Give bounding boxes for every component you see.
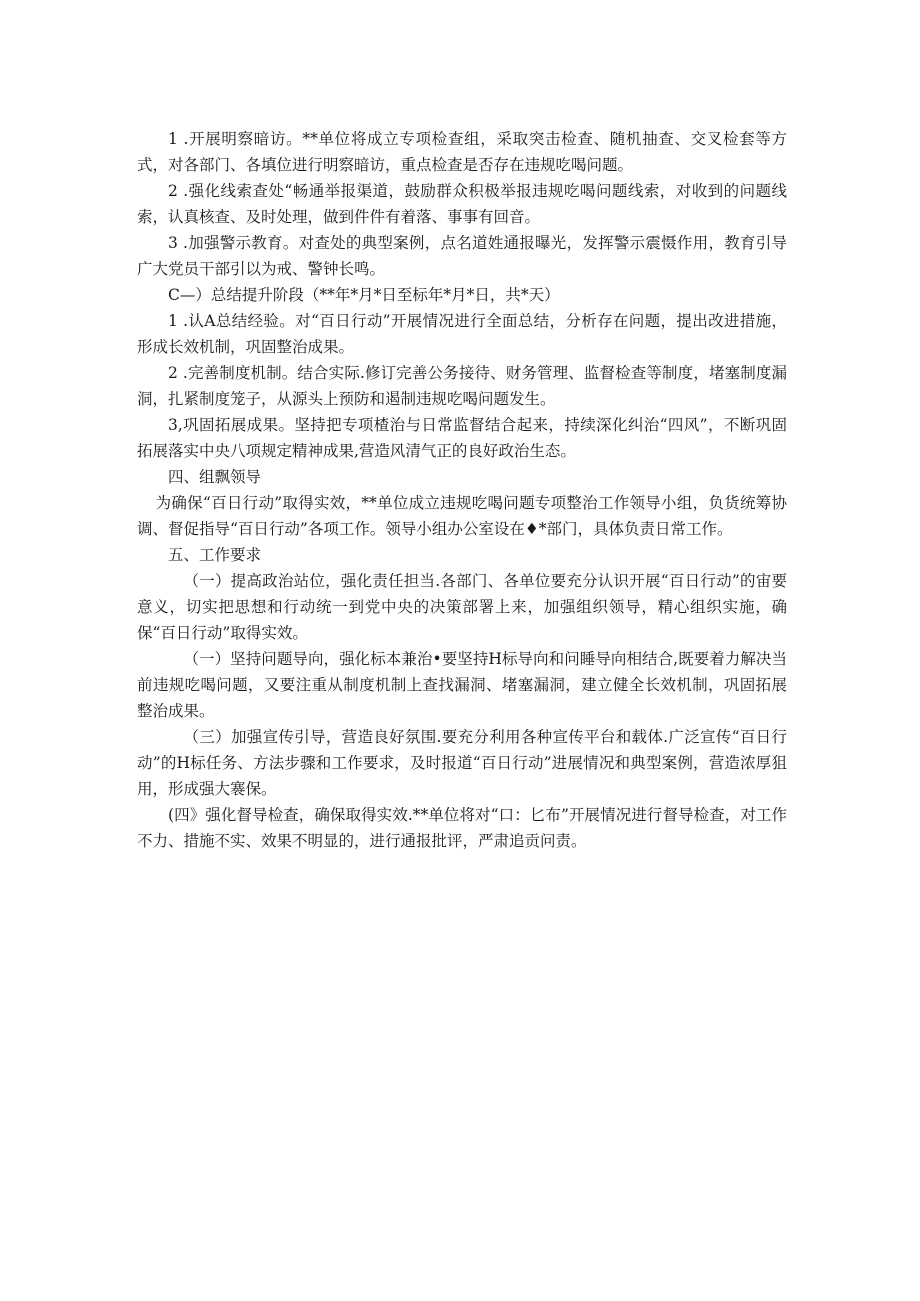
paragraph-leadership-group: 为确保“百日行动”取得实效，**单位成立违规吃喝问题专项整治工作领导小组，负货统筹协调、督促指导“百日行动”各项工作。领导小组办公室设在♦*部门，具体负责日常工作。 xyxy=(137,494,787,538)
heading-summary-stage: C—）总结提升阶段（**年*月*日至标年*月*日，共*天） xyxy=(168,286,560,304)
heading-organization-leadership: 四、组飘领导 xyxy=(168,468,262,486)
paragraph-requirement-3: （三）加强宣传引导，营造良好氛围.要充分利用各种宣传平台和载体.广泛宣传“百日行动”的H标任务、方法步骤和工作要求，及时报道“百日行动”进展情况和典型案例，营造浓厚狙用，形成强大褰保。 xyxy=(137,728,787,798)
paragraph-improve-system: 2 .完善制度机制。结合实际.修订完善公务接待、财务管理、监督检查等制度，堵塞制度漏洞，扎紧制度笼子，从源头上预防和遏制违规吃喝问题发生。 xyxy=(137,364,787,408)
paragraph-consolidate-results: 3,巩固拓展成果。坚持把专项楂治与日常监督结合起来，持续深化纠治“四风”，不断巩固拓展落实中央八项规定精神成果,营造风清气正的良好政治生态。 xyxy=(137,416,787,460)
paragraph-warning-education: 3 .加强警示教育。对查处的典型案例，点名道姓通报曝光，发挥警示震慑作用，教育引导广大党员干部引以为戒、警钟长鸣。 xyxy=(137,234,787,278)
paragraph-inspection-visits: 1 .开展明察暗访。**单位将成立专项检查组，采取突击检查、随机抽查、交叉检套等方式，对各部门、各填位进行明察暗访，重点检查是否存在违规吃喝问题。 xyxy=(137,130,787,174)
paragraph-requirement-2: （一）坚持问题导向，强化标本兼治•要坚持H标导向和问睡导向相结合,既要着力解决当前违规吃喝问题，又要注重从制度机制上查找漏洞、堵塞漏洞，建立健全长效机制，巩固拓展整治成果。 xyxy=(137,650,787,720)
document-body xyxy=(137,126,787,854)
paragraph-requirement-1: （一）提高政治站位，强化责任担当.各部门、各单位要充分认识开展“百日行动”的宙要意义，切实把思想和行动统一到党中央的决策部署上来，加强组织领导，精心组织实施，确保“百日行动”取得实效。 xyxy=(137,572,787,642)
paragraph-summarize-experience: 1 .认A总结经验。对“百日行动”开展情况进行全面总结，分析存在问题，提出改进措施，形成长效机制，巩固整治成果。 xyxy=(137,312,787,356)
heading-work-requirements: 五、工作要求 xyxy=(168,546,262,564)
paragraph-requirement-4: (四》强化督导检查，确保取得实效.**单位将对“口：匕布”开展情况进行督导检查，对工作不力、措施不实、效果不明显的，进行通报批评，严肃追贡问责。 xyxy=(137,806,787,850)
paragraph-clue-handling: 2 .强化线索查处“畅通举报渠道，鼓励群众积极举报违规吃喝问题线索，对收到的问题线索，认真核查、及时处理，做到件件有着落、事事有回音。 xyxy=(137,182,787,226)
